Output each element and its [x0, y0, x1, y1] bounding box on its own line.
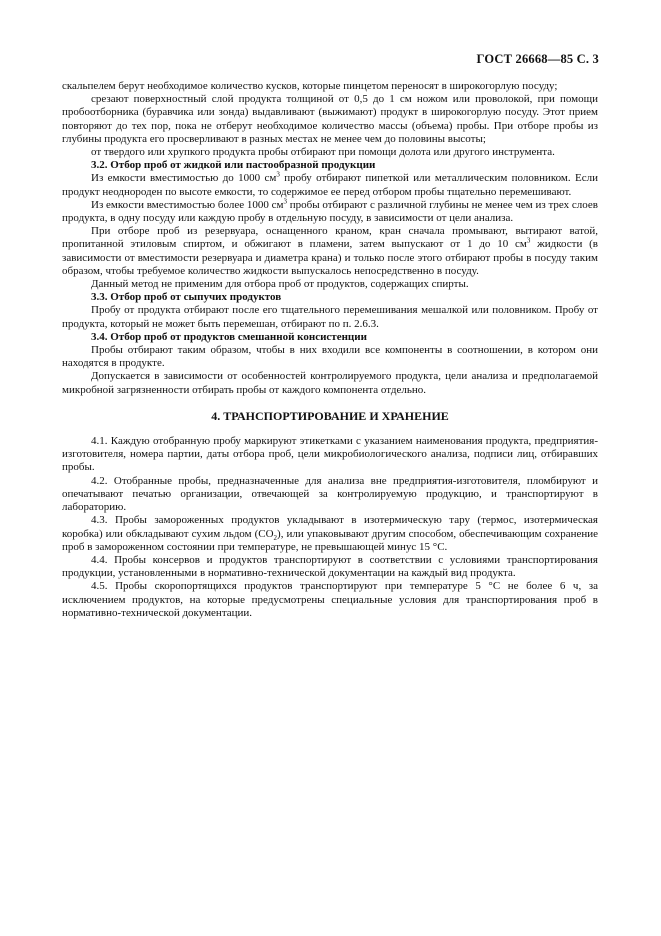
paragraph: 4.1. Каждую отобранную пробу маркируют этикетками с указанием наименования продукта, предприятия-изготовителя, номера партии, даты отбора проб, цели микробиологического анализа, подписи лиц, отбиравших пробы. [62, 435, 598, 474]
paragraph: Из емкости вместимостью до 1000 $см^3$ пробу отбирают пипеткой или металлическим половником. Если продукт неоднороден по высоте емкости, то содержимое ее перед отбором пробы тщательно перемешивают. [62, 170, 598, 198]
paragraph: Пробу от продукта отбирают после его тщательного перемешивания мешалкой или половником. Пробу от продукта, который не может быть перемешан, отбирают по п. 2.6.3. [62, 304, 598, 330]
subsection-title: 3.3. Отбор проб от сыпучих продуктов [91, 291, 282, 304]
paragraph: Из емкости вместимостью более 1000 $см^3$ пробы отбирают с различной глубины не менее чем из трех слоев продукта, в одну посуду или каждую пробу в отдельную посуду, в зависимости от цели анализа. [62, 197, 598, 225]
paragraph: 4.5. Пробы скоропортящихся продуктов транспортируют при температуре 5 °С не более 6 ч, за исключением продуктов, на которые предусмотрены специальные условия для транспортирования проб в нормативно-технической документации. [62, 580, 598, 619]
paragraph: Пробы отбирают таким образом, чтобы в них входили все компоненты в соотношении, в котором они находятся в продукте. [62, 344, 598, 370]
page-header: ГОСТ 26668—85 С. 3 [476, 52, 599, 66]
paragraph: 4.4. Пробы консервов и продуктов транспортируют в соответствии с условиями транспортирования продукции, установленными в нормативно-технической документации на каждый вид продукта. [62, 553, 598, 580]
document-body [62, 80, 598, 620]
paragraph: скальпелем берут необходимое количество кусков, которые пинцетом переносят в широкогорлую посуду; [62, 80, 558, 92]
subsection-title: 3.4. Отбор проб от продуктов смешанной консистенции [91, 330, 367, 343]
paragraph: 4.2. Отобранные пробы, предназначенные для анализа вне предприятия-изготовителя, пломбируют и опечатывают печатью организации, отвечающей за контролируемую продукцию, и транспортируют в лабораторию. [62, 474, 598, 514]
section-title: 4. ТРАНСПОРТИРОВАНИЕ И ХРАНЕНИЕ [211, 408, 449, 423]
paragraph: срезают поверхностный слой продукта толщиной от 0,5 до 1 см ножом или проволокой, при помощи пробоотборника (буравчика или зонда) выдавливают (выжимают) продукт в широкогорлую посуду. Этот прием повторяют до тех пор, пока не отберут необходимое количество массы (объема) пробы. При отборе пробы из глубины продукта его просверливают в разных местах не менее чем до половины высоты; [62, 93, 598, 145]
paragraph: Данный метод не применим для отбора проб от продуктов, содержащих спирты. [91, 278, 469, 291]
paragraph: 4.3. Пробы замороженных продуктов укладывают в изотермическую тару (термос, изотермическая коробка) или обкладывают сухим льдом $(CO_2)$, или упаковывают другим способом, обеспечивающим сохранение проб в замороженном состоянии при температуре, не превышающей минус 15 °С. [62, 514, 598, 553]
paragraph: При отборе проб из резервуара, оснащенного краном, кран сначала промывают, вытирают ватой, пропитанной этиловым спиртом, и обжигают в пламени, затем выпускают от 1 до 10 $см^3$ жидкости (в зависимости от вместимости резервуара и диаметра крана) и только после этого отбирают пробы в посуду таким образом, чтобы требуемое количество жидкости выпускалось непосредственно в посуду. [62, 225, 599, 277]
paragraph: от твердого или хрупкого продукта пробы отбирают при помощи долота или другого инструмента. [91, 146, 555, 159]
paragraph: Допускается в зависимости от особенностей контролируемого продукта, цели анализа и предполагаемой микробной загрязненности отбирать пробы от каждого компонента отдельно. [62, 370, 598, 396]
subsection-title: 3.2. Отбор проб от жидкой или пастообразной продукции [91, 159, 376, 172]
